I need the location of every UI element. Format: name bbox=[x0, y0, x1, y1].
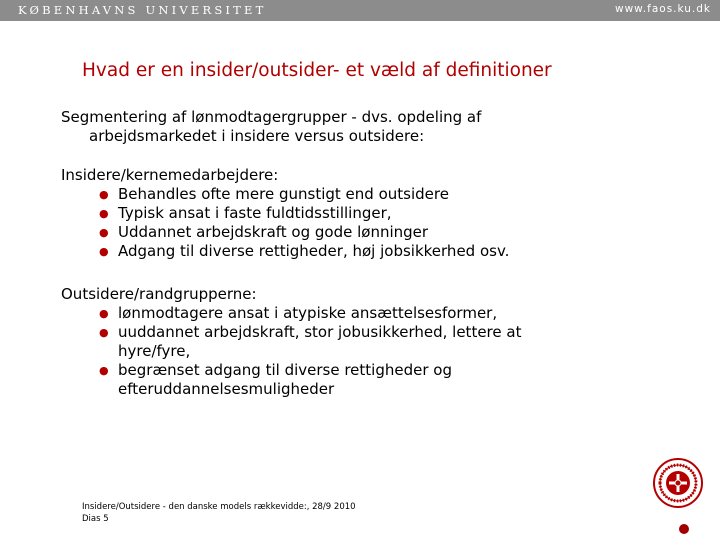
university-name: KØBENHAVNS UNIVERSITET bbox=[18, 3, 267, 17]
website-url: www.faos.ku.dk bbox=[615, 3, 711, 15]
outsiders-section bbox=[61, 285, 681, 399]
list-item-text: Typisk ansat i faste fuldtidsstillinger, bbox=[118, 204, 392, 222]
list-item-text: lønmodtagere ansat i atypiske ansættelsesformer, bbox=[118, 304, 498, 322]
outsiders-colon: : bbox=[251, 285, 257, 303]
outsiders-heading-line bbox=[61, 285, 681, 304]
list-item bbox=[99, 242, 681, 261]
footer-presentation-title: Insidere/Outsidere - den danske models rækkevidde:, 28/9 2010 bbox=[82, 502, 356, 512]
list-item-text: begrænset adgang til diverse rettigheder og efteruddannelsesmuligheder bbox=[118, 361, 452, 398]
slide-number: Dias 5 bbox=[82, 514, 109, 524]
top-banner bbox=[0, 0, 720, 21]
intro-paragraph bbox=[61, 108, 681, 146]
bullet-icon: ● bbox=[99, 188, 109, 201]
bullet-icon: ● bbox=[99, 364, 109, 377]
slide-title: Hvad er en insider/outsider- et væld af definitioner bbox=[82, 60, 552, 81]
insiders-colon: : bbox=[273, 166, 279, 184]
list-item bbox=[99, 223, 681, 242]
slide-indicator-dot bbox=[679, 524, 689, 534]
bullet-icon: ● bbox=[99, 326, 109, 339]
insiders-list bbox=[61, 185, 681, 261]
list-item-text: uuddannet arbejdskraft, stor jobusikkerhed, lettere at hyre/fyre, bbox=[118, 323, 522, 360]
list-item-text: Behandles ofte mere gunstigt end outsidere bbox=[118, 185, 449, 203]
bullet-icon: ● bbox=[99, 207, 109, 220]
list-item bbox=[99, 361, 579, 399]
insiders-heading: Insidere/kernemedarbejdere bbox=[61, 166, 274, 184]
list-item bbox=[99, 323, 579, 361]
insiders-section bbox=[61, 166, 681, 261]
slide-body bbox=[61, 108, 681, 399]
list-item bbox=[99, 185, 681, 204]
intro-rest-line2: arbejdsmarkedet i insidere versus outsidere: bbox=[89, 127, 425, 145]
university-seal-icon bbox=[652, 457, 704, 521]
outsiders-list bbox=[61, 304, 579, 399]
list-item bbox=[99, 304, 579, 323]
intro-term: Segmentering af lønmodtagergrupper bbox=[61, 108, 347, 126]
slide-footer bbox=[82, 501, 356, 525]
list-item-text: Uddannet arbejdskraft og gode lønninger bbox=[118, 223, 429, 241]
list-item-text: Adgang til diverse rettigheder, høj jobsikkerhed osv. bbox=[118, 242, 510, 260]
bullet-icon: ● bbox=[99, 245, 109, 258]
intro-rest-line1: - dvs. opdeling af bbox=[346, 108, 482, 126]
bullet-icon: ● bbox=[99, 226, 109, 239]
insiders-heading-line bbox=[61, 166, 681, 185]
list-item bbox=[99, 204, 681, 223]
outsiders-heading: Outsidere/randgrupperne bbox=[61, 285, 252, 303]
bullet-icon: ● bbox=[99, 307, 109, 320]
